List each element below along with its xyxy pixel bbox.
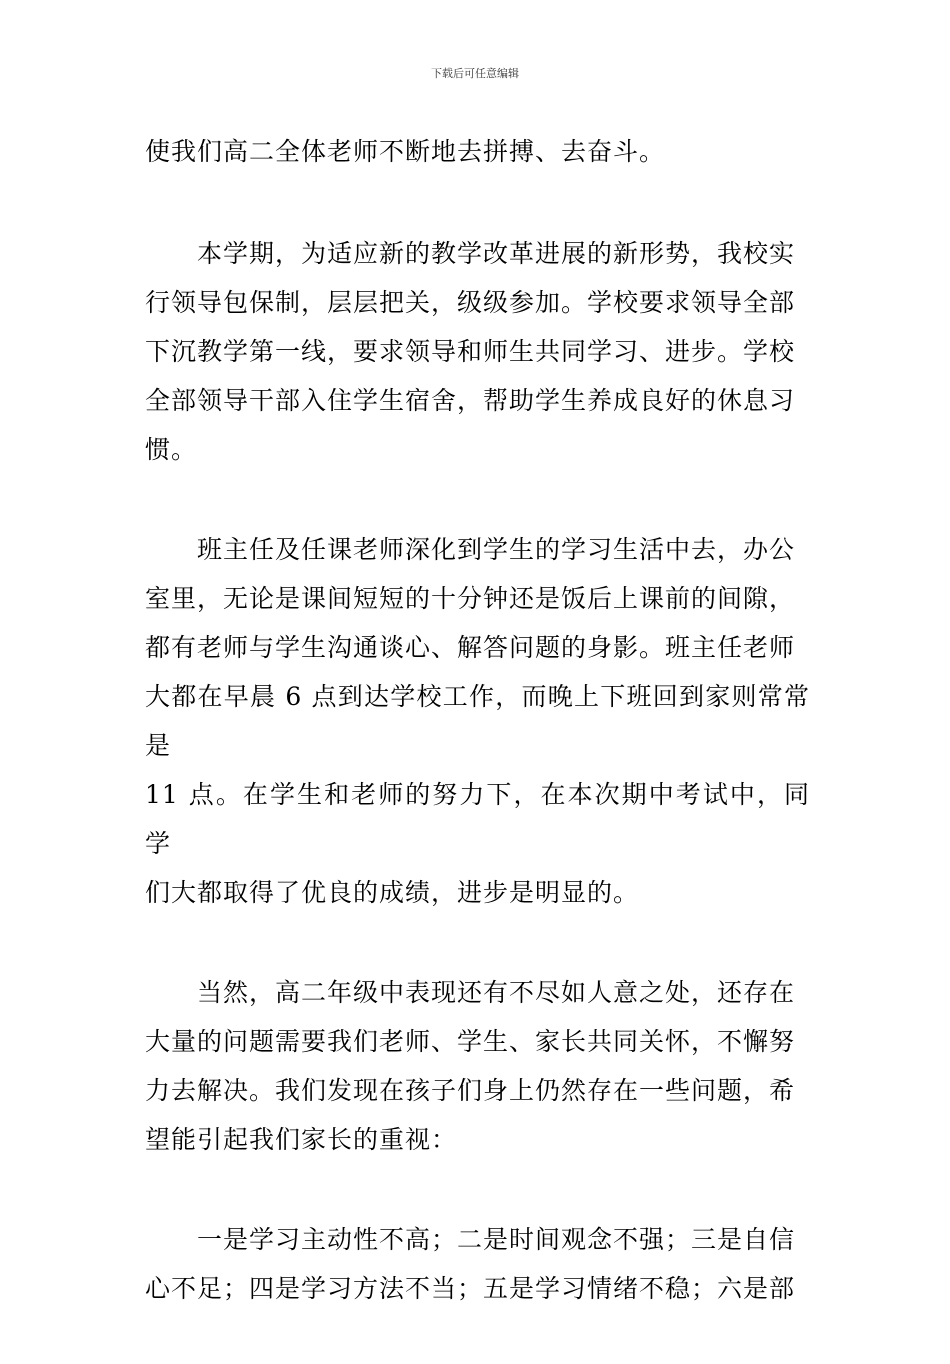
- paragraph-problems: 当然，高二年级中表现还有不尽如人意之处，还存在 大量的问题需要我们老师、学生、家长共同关怀，不懈努 力去解决。我们发现在孩子们身上仍然存在一些问题，希 望能引起我们家长的重视：: [145, 978, 796, 1154]
- paragraph-leadership: 本学期，为适应新的教学改革进展的新形势，我校实 行领导包保制，层层把关，级级参加。学校要求领导全部 下沉教学第一线，要求领导和师生共同学习、进步。学校 全部领导干部入住学生宿舍，帮助学生养成良好的休息习 惯。: [145, 239, 796, 464]
- paragraph-issue-list: 一是学习主动性不高；二是时间观念不强；三是自信 心不足；四是学习方法不当；五是学习情绪不稳；六是部: [145, 1225, 796, 1303]
- paragraph-continued: 使我们高二全体老师不断地去拼搏、去奋斗。: [145, 137, 666, 166]
- document-body: [145, 127, 810, 1364]
- page-header-note: 下载后可任意编辑: [431, 67, 519, 80]
- paragraph-teachers: 班主任及任课老师深化到学生的学习生活中去，办公 室里，无论是课间短短的十分钟还是饭后上课前的间隙， 都有老师与学生沟通谈心、解答问题的身影。班主任老师 大都在早晨 6 点到达学校工作，而晚上下班回到家则常常是 11 点。在学生和老师的努力下，在本次期中考试中，同学 们大都取得了优良的成绩，进步是明显的。: [145, 535, 810, 907]
